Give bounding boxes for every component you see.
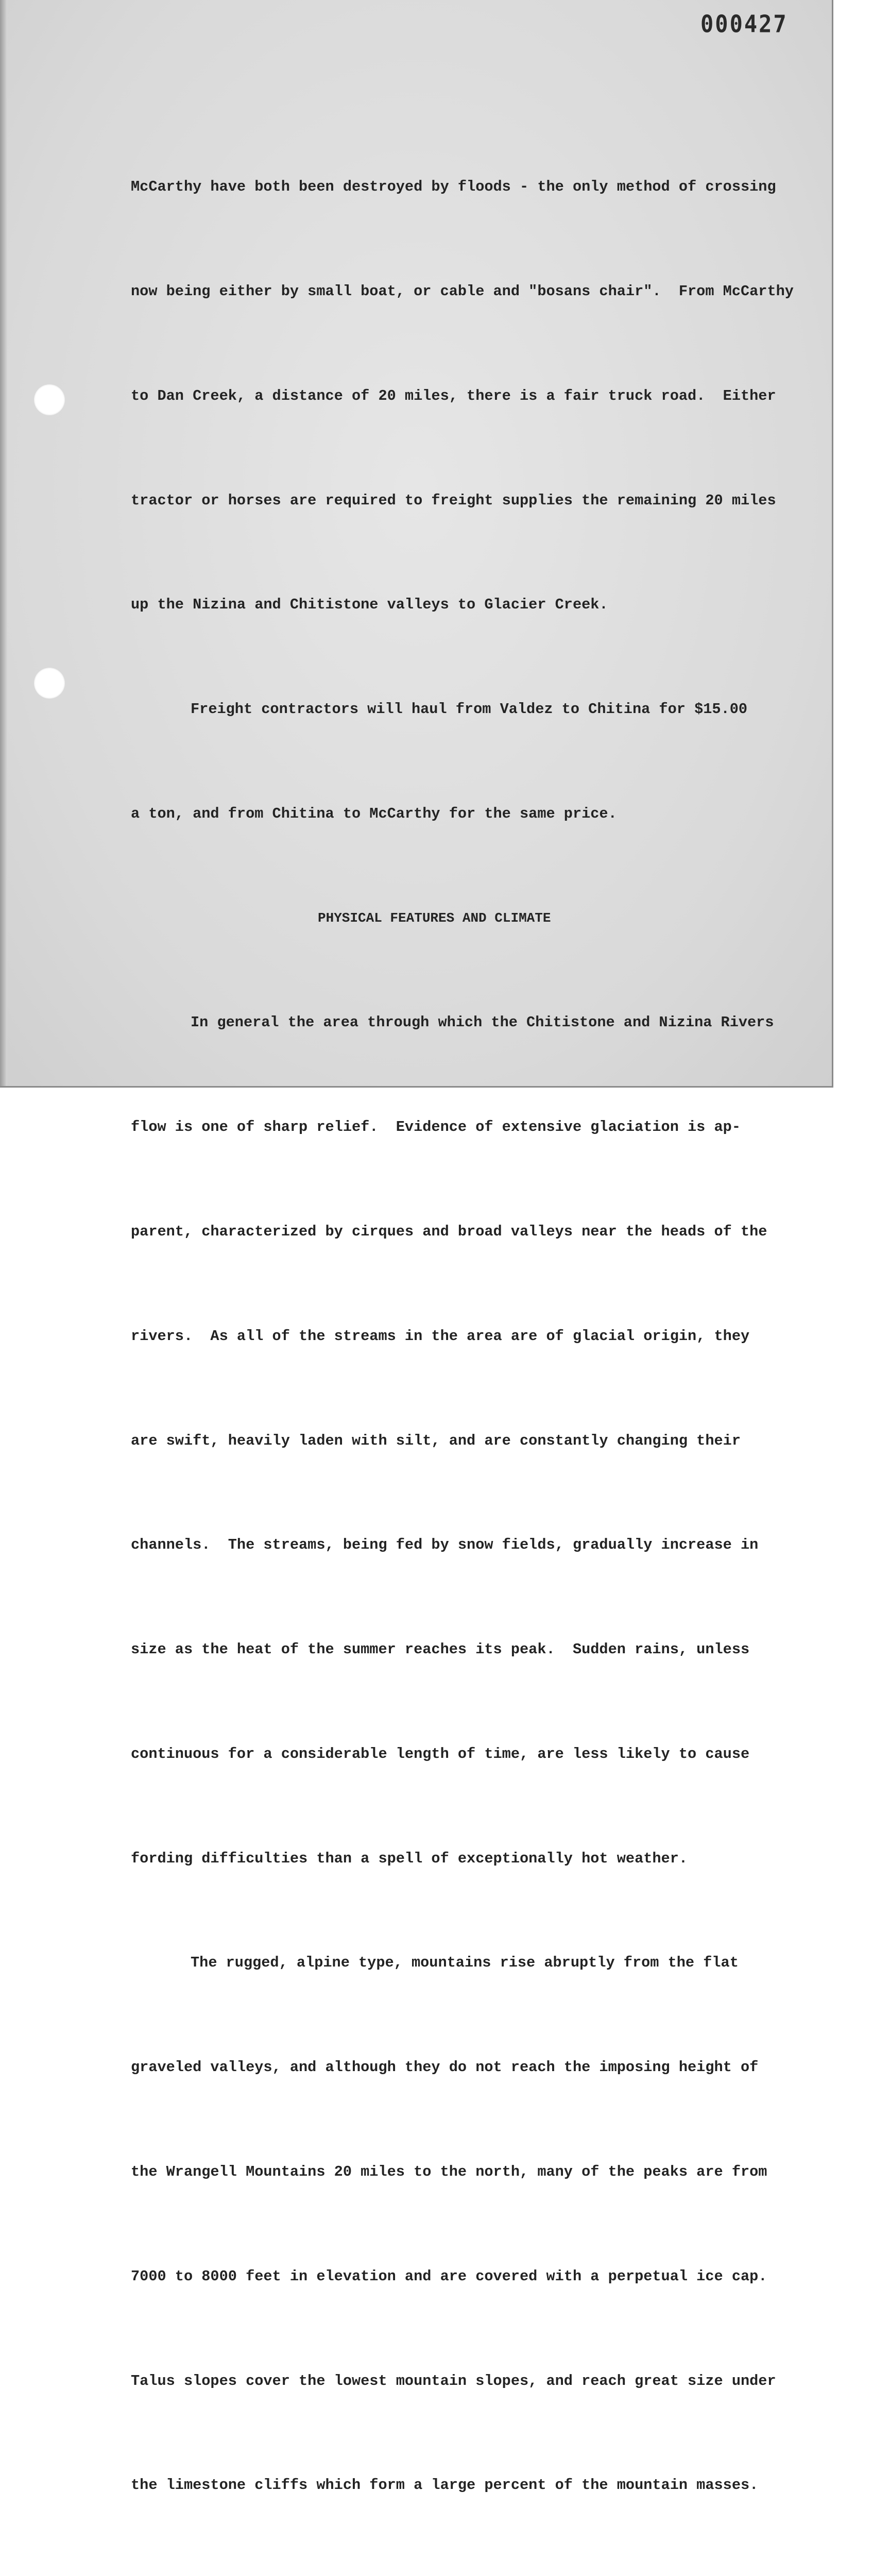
text-line: the limestone cliffs which form a large percent of the mountain masses. — [131, 2477, 759, 2494]
page-edge-shadow — [0, 0, 7, 1086]
text-line: a ton, and from Chitina to McCarthy for the same price. — [131, 805, 617, 822]
text-line: The rugged, alpine type, mountains rise abruptly from the flat — [191, 1954, 739, 1972]
text-line: size as the heat of the summer reaches its peak. Sudden rains, unless — [131, 1641, 750, 1658]
text-line: 7000 to 8000 feet in elevation and are covered with a perpetual ice cap. — [131, 2267, 767, 2285]
text-line: McCarthy have both been destroyed by floods - the only method of crossing — [131, 178, 776, 196]
punch-hole-top — [34, 384, 65, 415]
text-line: up the Nizina and Chitistone valleys to Glacier Creek. — [131, 596, 608, 614]
text-line: flow is one of sharp relief. Evidence of extensive glaciation is ap- — [131, 1118, 741, 1136]
text-line: rivers. As all of the streams in the area are of glacial origin, they — [131, 1327, 750, 1345]
text-line — [131, 2572, 800, 2576]
text-line: the Wrangell Mountains 20 miles to the north, many of the peaks are from — [131, 2163, 767, 2181]
text-line: now being either by small boat, or cable and "bosans chair". From McCarthy — [131, 282, 794, 300]
text-line: fording difficulties than a spell of exceptionally hot weather. — [131, 1850, 688, 1867]
section-heading: PHYSICAL FEATURES AND CLIMATE — [318, 910, 551, 926]
text-line: Freight contractors will haul from Valdez to Chitina for $15.00 — [191, 701, 748, 718]
text-line: graveled valleys, and although they do not reach the imposing height of — [131, 2059, 759, 2076]
page-number: 000427 — [700, 10, 788, 38]
text-line: tractor or horses are required to freight supplies the remaining 20 miles — [131, 492, 776, 509]
punch-hole-bottom — [34, 668, 65, 699]
text-line: Talus slopes cover the lowest mountain slopes, and reach great size under — [131, 2372, 776, 2389]
text-line: In general the area through which the Chitistone and Nizina Rivers — [191, 1014, 774, 1031]
text-line: channels. The streams, being fed by snow fields, gradually increase in — [131, 1536, 759, 1554]
text-line: to Dan Creek, a distance of 20 miles, there is a fair truck road. Either — [131, 387, 776, 404]
text-line: continuous for a considerable length of time, are less likely to cause — [131, 1745, 750, 1762]
document-body — [131, 100, 800, 2576]
text-line: parent, characterized by cirques and broad valleys near the heads of the — [131, 1223, 767, 1240]
text-line: are swift, heavily laden with silt, and are constantly changing their — [131, 1432, 741, 1449]
